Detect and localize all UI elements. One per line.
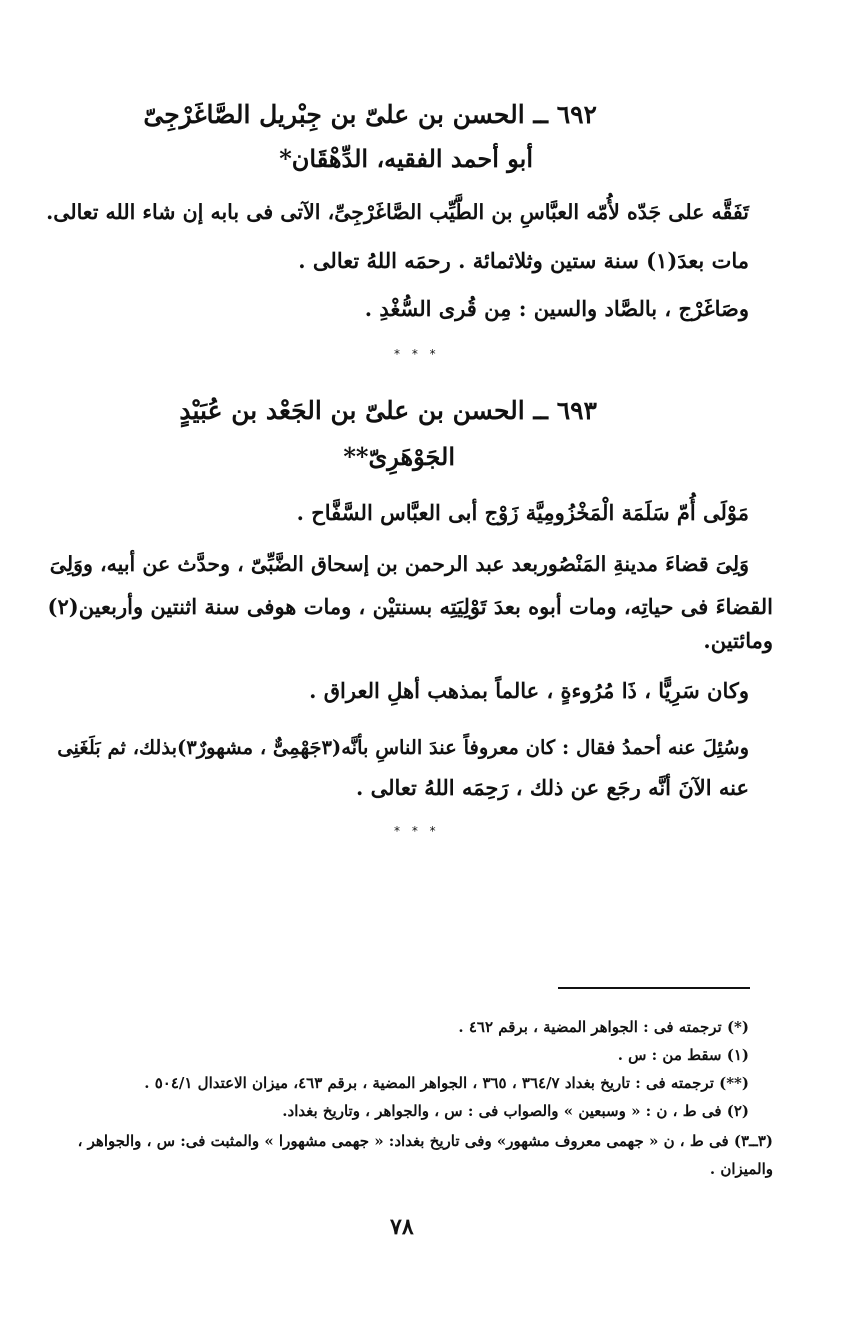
entry-693-line: مَوْلَى أُمّ سَلَمَة الْمَخْزُومِيَّة زَوْج أبى العبَّاس السَّفَّاح . bbox=[296, 500, 749, 525]
entry-693-line: وسُئِلَ عنه أحمدُ فقال : كان معروفاً عندَ الناسِ بأنَّه(٣جَهْمِىٌّ ، مشهورٌ٣)بذلك، ثم بَلَغَنِى bbox=[57, 736, 749, 759]
footnote: (٢) فى ط ، ن : « وسبعين » والصواب فى : س ، والجواهر ، وتاريخ بغداد. bbox=[282, 1102, 749, 1120]
entry-693-line: القضاءَ فى حياتِه، ومات أبوه بعدَ تَوْلِيَتِه بسنتيْن ، ومات هوفى سنة اثنتين وأربعين(٢) bbox=[47, 594, 773, 619]
footnote: (*) ترجمته فى : الجواهر المضية ، برقم ٤٦٢ . bbox=[458, 1018, 749, 1036]
entry-692-paragraph: وصَاغَرْج ، بالصَّاد والسين : مِن قُرى السُّغْدِ . bbox=[364, 296, 749, 321]
page-number: ٧٨ bbox=[390, 1214, 414, 1240]
footnote: والميزان . bbox=[709, 1160, 773, 1178]
entry-692-heading: ٦٩٢ ــ الحسن بن علىّ بن جِبْريل الصَّاغَرْجِىّ bbox=[143, 100, 597, 129]
entry-692-paragraph: مات بعدَ(١) سنة ستين وثلاثمائة . رحمَه اللهُ تعالى . bbox=[298, 248, 749, 273]
entry-693-line: وكان سَرِيًّا ، ذَا مُرُوءةٍ ، عالماً بمذهب أهلِ العراق . bbox=[309, 678, 749, 703]
section-separator: * * * bbox=[394, 347, 440, 361]
footnote: (**) ترجمته فى : تاريخ بغداد ٣٦٤/٧ ، ٣٦٥ ، الجواهر المضية ، برقم ٤٦٣، ميزان الاعتدال ٥٠٤/١ . bbox=[144, 1074, 749, 1092]
entry-693-line: ومائتين. bbox=[703, 628, 773, 653]
footnote: (١) سقط من : س . bbox=[617, 1046, 749, 1064]
entry-692-subheading: أبو أحمد الفقيه، الدِّهْقَان* bbox=[279, 144, 533, 173]
footnote-divider bbox=[558, 987, 750, 989]
section-separator: * * * bbox=[394, 824, 440, 838]
entry-692-paragraph: تَفَقَّه على جَدّه لأُمّه العبَّاسِ بن الطَّيِّب الصَّاغَرْجِىِّ، الآتى فى بابه إن شاء الله تعالى. bbox=[46, 200, 749, 224]
footnote: (٣ــ٣) فى ط ، ن « جهمى معروف مشهور» وفى تاريخ بغداد: « جهمى مشهورا » والمثبت فى: س ، والجواهر ، bbox=[77, 1132, 773, 1150]
entry-693-line: عنه الآنَ أنَّه رجَع عن ذلك ، رَحِمَه اللهُ تعالى . bbox=[355, 775, 749, 800]
entry-693-heading: ٦٩٣ ــ الحسن بن علىّ بن الجَعْد بن عُبَيْدٍ bbox=[179, 396, 597, 425]
entry-693-subheading: الجَوْهَرِىّ** bbox=[343, 442, 455, 471]
entry-693-line: وَلِىَ قضاءَ مدينةِ المَنْصُوربعد عبد الرحمن بن إسحاق الضَّبِّىّ ، وحدَّث عن أبيه، ووَلِىَ bbox=[49, 552, 749, 576]
